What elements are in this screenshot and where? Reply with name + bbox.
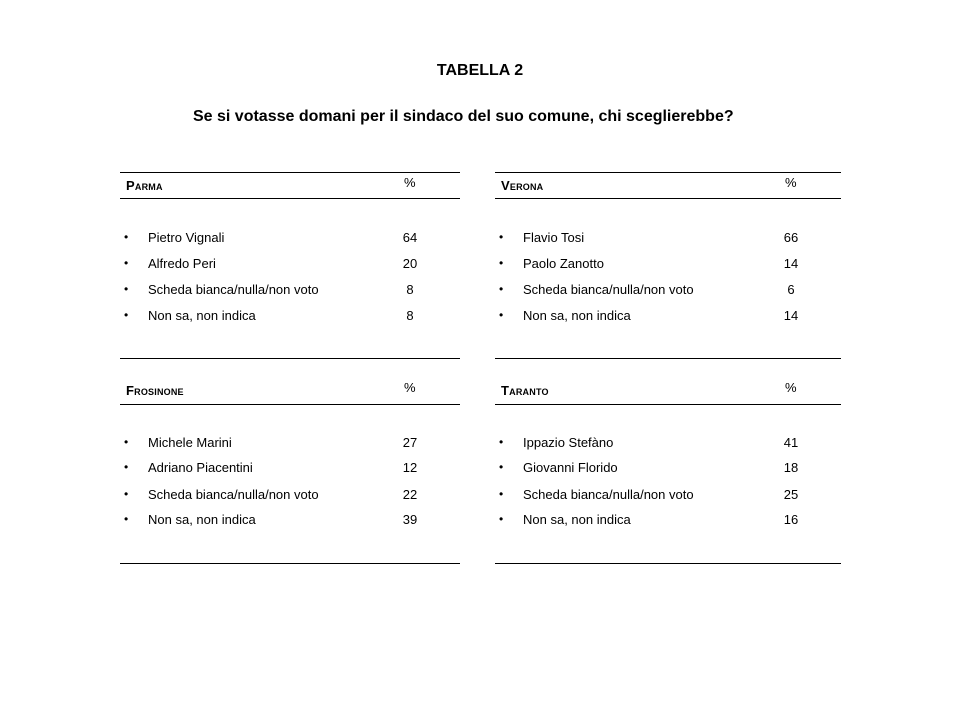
- bottom-rule: [495, 358, 841, 359]
- poll-table-taranto: [495, 377, 841, 567]
- candidate-label: Non sa, non indica: [148, 512, 256, 527]
- candidate-label: Pietro Vignali: [148, 230, 225, 245]
- percent-value: 14: [783, 308, 799, 323]
- percent-value: 41: [783, 435, 799, 450]
- percent-header: %: [785, 380, 797, 395]
- bullet-icon: •: [124, 460, 129, 474]
- bullet-icon: •: [124, 435, 129, 449]
- percent-value: 6: [787, 282, 795, 297]
- table-row: [120, 282, 460, 298]
- header-rule: [495, 404, 841, 405]
- bullet-icon: •: [124, 512, 129, 526]
- table-row: [495, 435, 835, 451]
- bullet-icon: •: [124, 230, 129, 244]
- bullet-icon: •: [499, 512, 504, 526]
- bottom-rule: [120, 358, 460, 359]
- table-row: [495, 512, 835, 528]
- candidate-label: Michele Marini: [148, 435, 232, 450]
- city-name: Verona: [501, 178, 544, 193]
- table-row: [120, 308, 460, 324]
- bullet-icon: •: [499, 487, 504, 501]
- candidate-label: Scheda bianca/nulla/non voto: [148, 487, 319, 502]
- percent-header: %: [404, 380, 416, 395]
- table-row: [120, 256, 460, 272]
- candidate-label: Scheda bianca/nulla/non voto: [148, 282, 319, 297]
- table-row: [495, 487, 835, 503]
- city-name: Parma: [126, 178, 163, 193]
- poll-table-verona: [495, 172, 841, 360]
- bullet-icon: •: [124, 256, 129, 270]
- candidate-label: Scheda bianca/nulla/non voto: [523, 282, 694, 297]
- poll-table-parma: [120, 172, 460, 360]
- percent-value: 18: [783, 460, 799, 475]
- table-row: [495, 230, 835, 246]
- percent-header: %: [404, 175, 416, 190]
- percent-value: 14: [783, 256, 799, 271]
- city-name: Frosinone: [126, 383, 184, 398]
- candidate-label: Scheda bianca/nulla/non voto: [523, 487, 694, 502]
- table-row: [120, 230, 460, 246]
- percent-value: 25: [783, 487, 799, 502]
- candidate-label: Alfredo Peri: [148, 256, 216, 271]
- table-row: [495, 308, 835, 324]
- city-name: Taranto: [501, 383, 549, 398]
- percent-value: 64: [402, 230, 418, 245]
- percent-value: 8: [406, 308, 414, 323]
- bullet-icon: •: [124, 487, 129, 501]
- poll-table-frosinone: [120, 377, 460, 567]
- percent-value: 27: [402, 435, 418, 450]
- candidate-label: Giovanni Florido: [523, 460, 618, 475]
- bullet-icon: •: [499, 460, 504, 474]
- bullet-icon: •: [499, 282, 504, 296]
- table-row: [120, 512, 460, 528]
- candidate-label: Adriano Piacentini: [148, 460, 253, 475]
- candidate-label: Non sa, non indica: [523, 512, 631, 527]
- candidate-label: Paolo Zanotto: [523, 256, 604, 271]
- table-row: [120, 460, 460, 476]
- percent-value: 16: [783, 512, 799, 527]
- table-row: [495, 460, 835, 476]
- bottom-rule: [120, 563, 460, 564]
- percent-header: %: [785, 175, 797, 190]
- bottom-rule: [495, 563, 841, 564]
- table-row: [495, 256, 835, 272]
- table-row: [120, 435, 460, 451]
- bullet-icon: •: [499, 230, 504, 244]
- percent-value: 8: [406, 282, 414, 297]
- header-rule: [120, 198, 460, 199]
- table-title: TABELLA 2: [436, 62, 524, 79]
- percent-value: 12: [402, 460, 418, 475]
- percent-value: 20: [402, 256, 418, 271]
- top-rule: [120, 172, 460, 173]
- percent-value: 22: [402, 487, 418, 502]
- header-rule: [495, 198, 841, 199]
- bullet-icon: •: [124, 282, 129, 296]
- header-rule: [120, 404, 460, 405]
- table-subtitle: Se si votasse domani per il sindaco del suo comune, chi sceglierebbe?: [193, 108, 734, 125]
- candidate-label: Non sa, non indica: [523, 308, 631, 323]
- table-row: [120, 487, 460, 503]
- candidate-label: Non sa, non indica: [148, 308, 256, 323]
- bullet-icon: •: [499, 256, 504, 270]
- bullet-icon: •: [499, 308, 504, 322]
- percent-value: 66: [783, 230, 799, 245]
- candidate-label: Flavio Tosi: [523, 230, 585, 245]
- table-row: [495, 282, 835, 298]
- percent-value: 39: [402, 512, 418, 527]
- bullet-icon: •: [124, 308, 129, 322]
- candidate-label: Ippazio Stefàno: [523, 435, 614, 450]
- bullet-icon: •: [499, 435, 504, 449]
- top-rule: [495, 172, 841, 173]
